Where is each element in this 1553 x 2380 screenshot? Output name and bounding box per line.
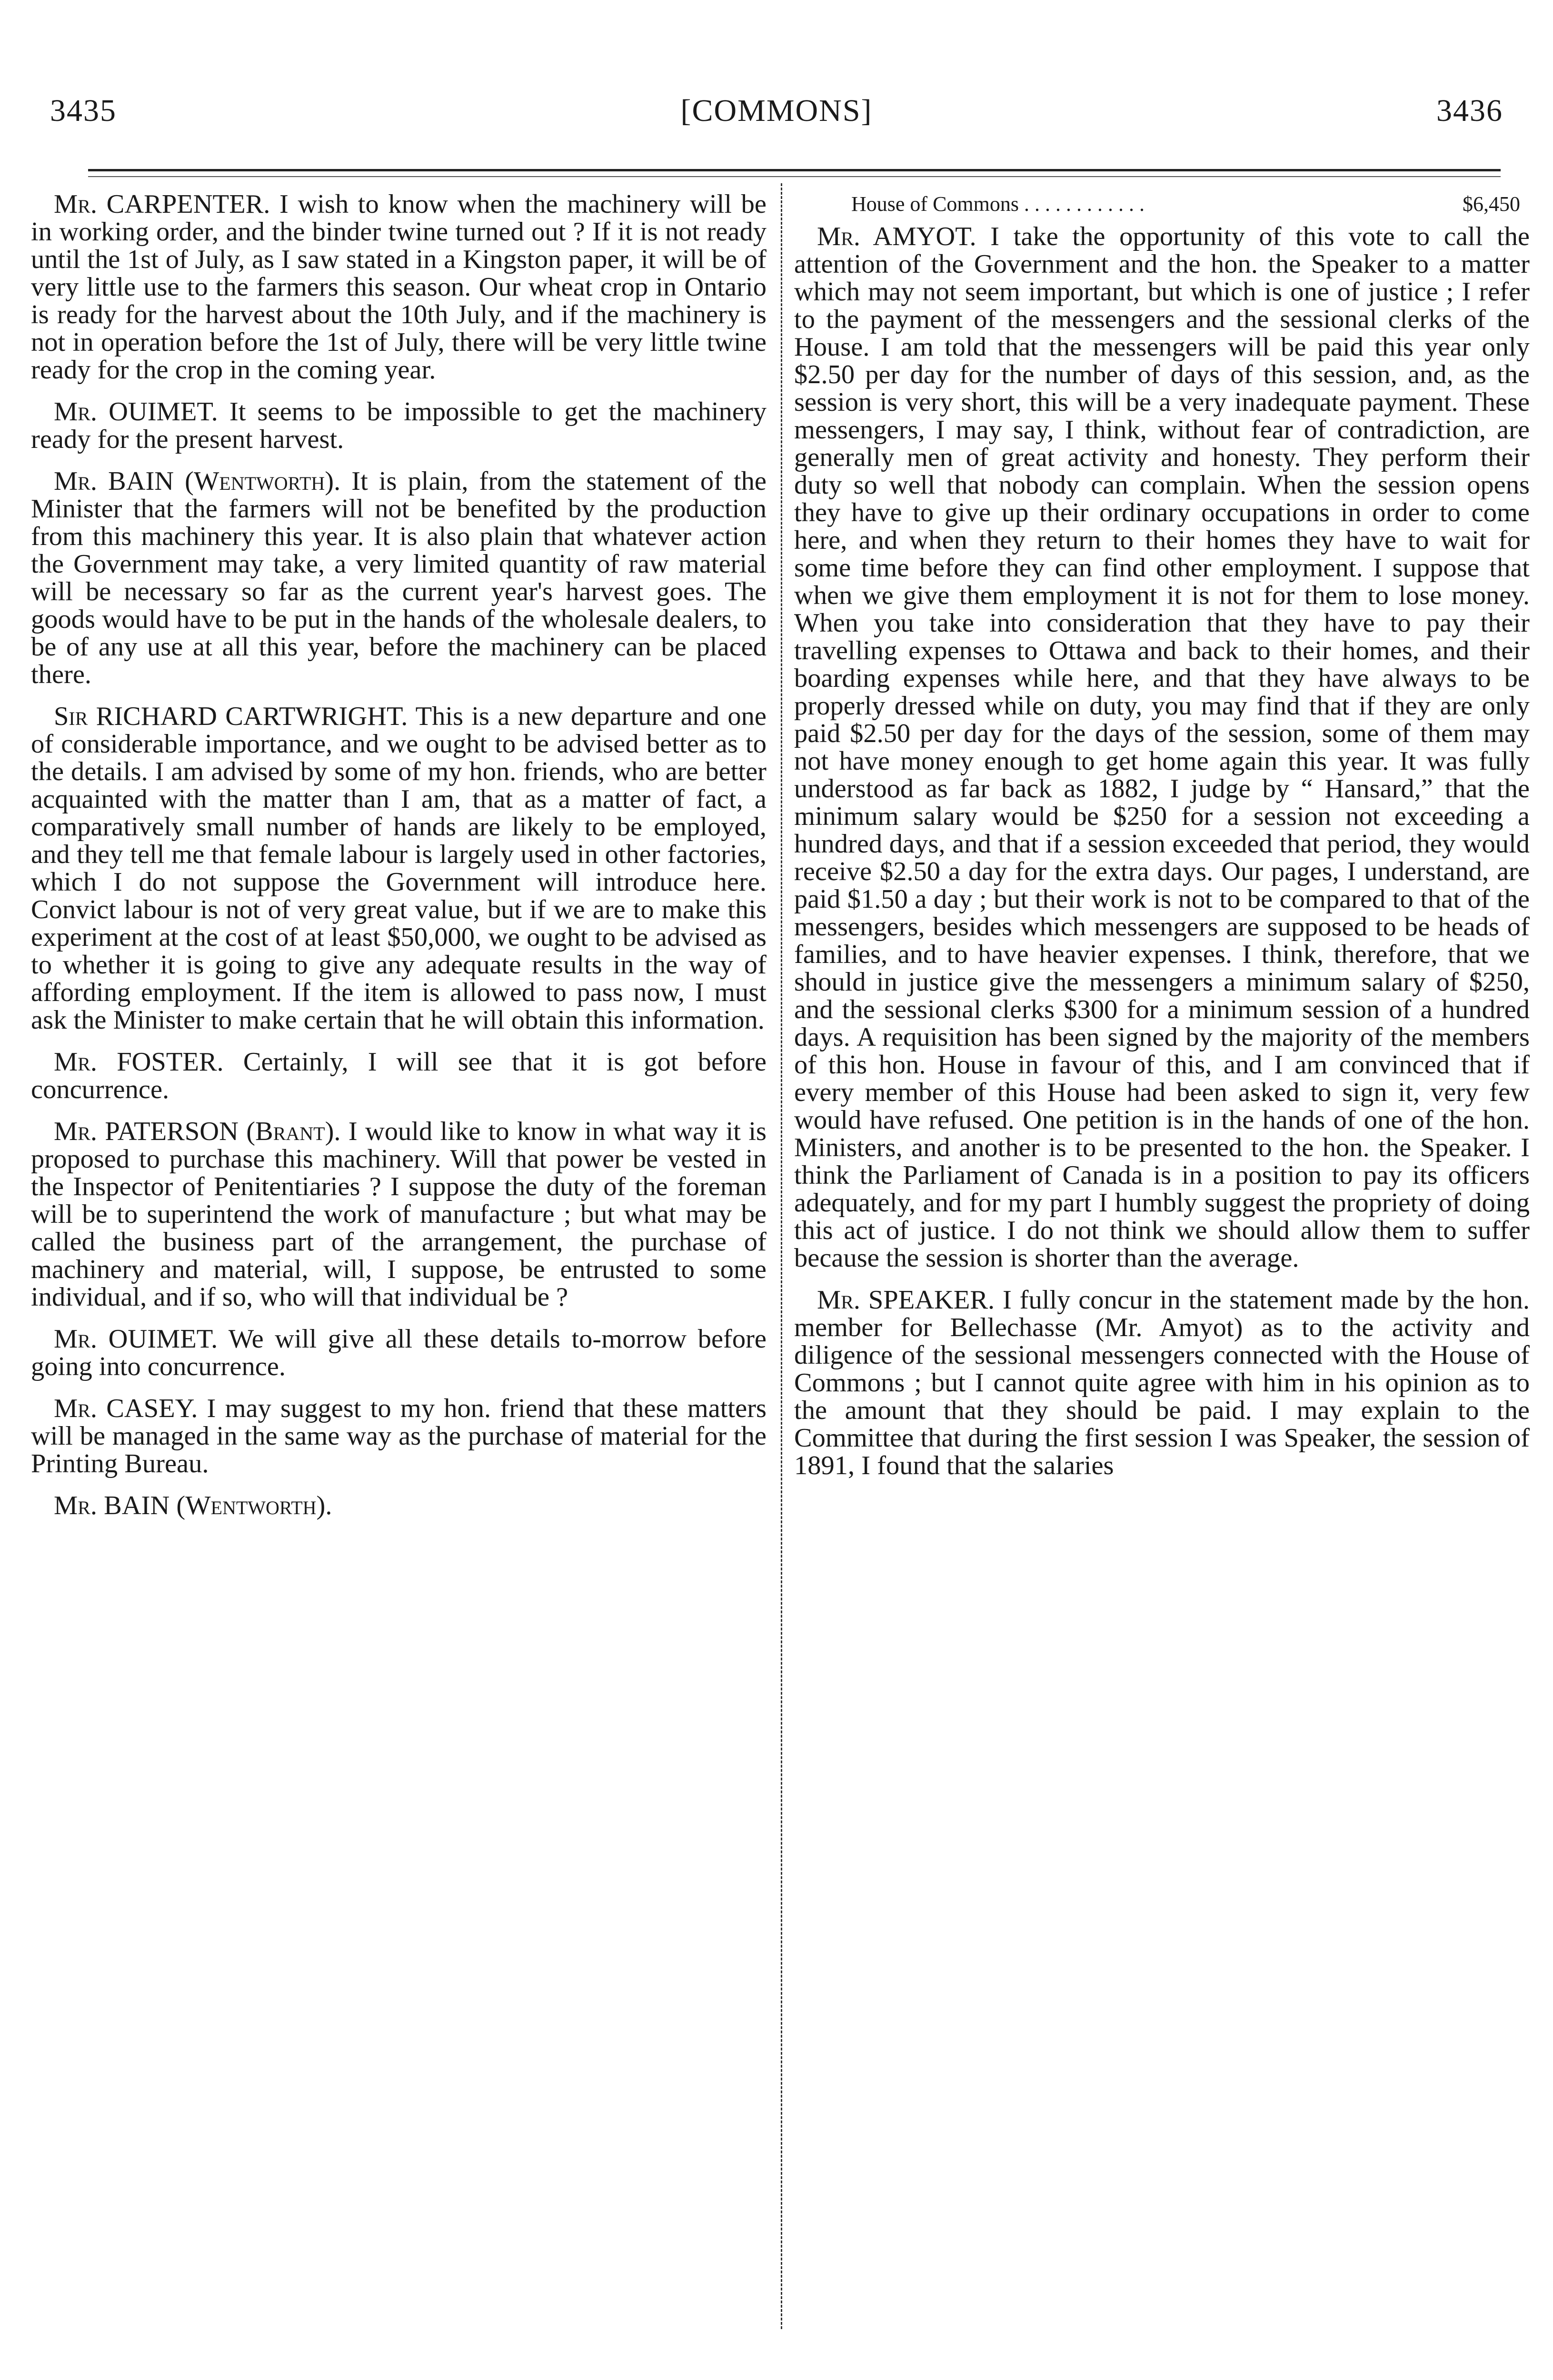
- speech-paragraph: [31, 1395, 767, 1478]
- estimate-amount: $6,450: [1463, 192, 1520, 216]
- column-divider: [781, 183, 782, 2329]
- speaker-name: Mr. AMYOT.: [817, 222, 976, 251]
- speech-paragraph: [31, 467, 767, 688]
- speech-paragraph: [31, 398, 767, 453]
- speech-paragraph: [31, 703, 767, 1034]
- speech-paragraph: [31, 1048, 767, 1103]
- left-column: [31, 190, 767, 2329]
- speaker-name: Mr. FOSTER.: [54, 1047, 224, 1077]
- speaker-name: Mr. BAIN (Wentworth).: [54, 466, 341, 496]
- speech-text: It is plain, from the statement of the Minister that the farmers will not be benefited by the production from this machinery this year. It is also plain that whatever action the Government may take, a very limited quantity of raw material will be necessary so far as the current year's harvest goes. The goods would have to be put in the hands of the wholesale dealers, to be of any use at all this year, before the machinery can be placed there.: [31, 466, 767, 689]
- speaker-name: Sir RICHARD CARTWRIGHT.: [54, 702, 408, 731]
- speech-paragraph: [794, 1286, 1530, 1479]
- trailing-speaker-line: Mr. BAIN (Wentworth).: [54, 1491, 332, 1520]
- speech-text: We will give all these details to-morrow before going into concurrence.: [31, 1324, 767, 1381]
- speaker-name: Mr. CARPENTER.: [54, 190, 270, 219]
- speech-text: I may suggest to my hon. friend that these matters will be managed in the same way as the purchase of material for the Printing Bureau.: [31, 1394, 767, 1478]
- speech-text: I wish to know when the machinery will be in working order, and the binder twine turned out ? If it is not ready until the 1st of July, as I saw stated in a Kingston paper, it will be of very little use to the farmers this season. Our wheat crop in Ontario is ready for the harvest about the 10th July, and if the machinery is not in operation before the 1st of July, there will be very little twine ready for the crop in the coming year.: [31, 190, 767, 385]
- speech-text: It seems to be impossible to get the machinery ready for the present harvest.: [31, 397, 767, 454]
- header-rule: [88, 169, 1501, 177]
- speaker-name: Mr. SPEAKER.: [817, 1285, 995, 1315]
- page-number-left: 3435: [50, 93, 117, 128]
- page-number-right: 3436: [1436, 93, 1503, 128]
- speech-paragraph: [31, 190, 767, 384]
- page-header: [50, 93, 1503, 136]
- speaker-name: Mr. OUIMET.: [54, 397, 218, 426]
- speech-paragraph: [794, 223, 1530, 1272]
- right-column: [794, 190, 1530, 2329]
- speech-text: Certainly, I will see that it is got before concurrence.: [31, 1047, 767, 1104]
- speech-text: This is a new departure and one of considerable importance, and we ought to be advised better as to the details. I am advised by some of my hon. friends, who are better acquainted with the matter than I am, that as a matter of fact, a comparatively small number of hands are likely to be employed, and they tell me that female labour is largely used in other factories, which I do not suppose the Government will introduce here. Convict labour is not of very great value, but if we are to make this experiment at the cost of at least $50,000, we ought to be advised as to whether it is going to give any adequate results in the way of affording employment. If the item is allowed to pass now, I must ask the Minister to make certain that he will obtain this information.: [31, 702, 767, 1035]
- speech-paragraph: [31, 1118, 767, 1311]
- speaker-name: Mr. OUIMET.: [54, 1324, 218, 1354]
- speaker-name: Mr. CASEY.: [54, 1394, 198, 1423]
- speech-paragraph: [31, 1325, 767, 1380]
- estimate-line: [794, 190, 1530, 218]
- speech-text: I take the opportunity of this vote to call the attention of the Government and the hon. the Speaker to a matter which may not seem important, but which is one of justice ; I refer to the payment of the messengers and the sessional clerks of the House. I am told that the messengers will be paid this year only $2.50 per day for the number of days of this session, and, as the session is very short, this will be a very inadequate payment. These messengers, I may say, I think, without fear of contradiction, are generally men of great activity and honesty. They perform their duty so well that nobody can complain. When the session opens they have to give up their ordinary occupations in order to come here, and when they return to their homes they have to wait for some time before they can find other employment. I suppose that when we give them employment it is not for them to lose money. When you take into consideration that they have to pay their travelling expenses to Ottawa and back to their homes, and their boarding expenses while here, and that they have always to be properly dressed while on duty, you may find that if they are only paid $2.50 per day for the days of the session, some of them may not have money enough to get home again this year. It was fully understood as far back as 1882, I judge by “ Hansard,” that the minimum salary would be $250 for a session not exceeding a hundred days, and that if a session exceeded that period, they would receive $2.50 a day for the extra days. Our pages, I understand, are paid $1.50 a day ; but their work is not to be compared to that of the messengers, besides which messengers are supposed to be heads of families, and to have heavier expenses. I think, therefore, that we should in justice give the messengers a minimum salary of $250, and the sessional clerks $300 for a minimum session of a hundred days. A requisition has been signed by the majority of the members of this hon. House in favour of this, and I am convinced that if every member of this House had been asked to sign it, very few would have refused. One petition is in the hands of one of the hon. Ministers, and another is to be presented to the hon. the Speaker. I think the Parliament of Canada is in a position to pay its officers adequately, and for my part I humbly suggest the propriety of doing this act of justice. I do not think we should allow them to suffer because the session is shorter than the average.: [794, 222, 1530, 1273]
- speech-text: I fully concur in the statement made by the hon. member for Bellechasse (Mr. Amyot) as to the activity and diligence of the sessional messengers connected with the House of Commons ; but I cannot quite agree with him in his opinion as to the amount that they should be paid. I may explain to the Committee that during the first session I was Speaker, the session of 1891, I found that the salaries: [794, 1285, 1530, 1480]
- speech-text: I would like to know in what way it is proposed to purchase this machinery. Will that power be vested in the Inspector of Penitentiaries ? I suppose the duty of the foreman will be to superintend the work of manufacture ; but what may be called the business part of the arrangement, the purchase of machinery and material, will, I suppose, be entrusted to some individual, and if so, who will that individual be ?: [31, 1117, 767, 1312]
- estimate-item: House of Commons . . . . . . . . . . . .: [851, 192, 1145, 216]
- speaker-name: Mr. PATERSON (Brant).: [54, 1117, 341, 1146]
- running-title: [COMMONS]: [680, 93, 873, 128]
